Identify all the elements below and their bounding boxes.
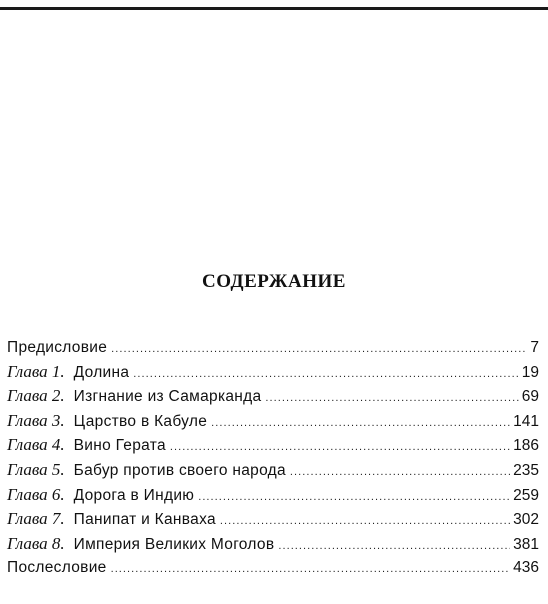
chapter-word: Глава bbox=[7, 459, 48, 479]
chapter-word: Глава bbox=[7, 361, 48, 381]
toc-entry-chapter-6[interactable] bbox=[7, 484, 539, 509]
dot-leader bbox=[111, 338, 527, 361]
dot-leader bbox=[265, 387, 518, 410]
dot-leader bbox=[290, 461, 510, 484]
toc-page-number: 69 bbox=[521, 388, 539, 406]
toc-entry-title: Империя Великих Моголов bbox=[73, 535, 275, 553]
chapter-number: 8. bbox=[51, 533, 65, 553]
chapter-number: 7. bbox=[51, 509, 65, 529]
toc-entry-chapter-7[interactable] bbox=[7, 508, 539, 533]
toc-page-number: 436 bbox=[513, 559, 539, 577]
dot-leader bbox=[198, 486, 510, 509]
toc-entry-title: Послесловие bbox=[7, 559, 107, 577]
chapter-word: Глава bbox=[7, 435, 48, 455]
toc-entry-chapter-1[interactable] bbox=[7, 361, 539, 386]
dot-leader bbox=[211, 412, 510, 435]
chapter-number: 1. bbox=[51, 361, 65, 381]
top-rule bbox=[0, 7, 548, 10]
toc-page-number: 141 bbox=[513, 412, 539, 430]
toc-entry-chapter-8[interactable] bbox=[7, 533, 539, 558]
dot-leader bbox=[220, 510, 510, 533]
chapter-word: Глава bbox=[7, 533, 48, 553]
toc-page-number: 302 bbox=[513, 511, 539, 529]
dot-leader bbox=[111, 558, 511, 581]
toc-entry-title: Долина bbox=[73, 363, 130, 381]
toc-page-number: 19 bbox=[521, 363, 539, 381]
chapter-number: 3. bbox=[51, 410, 65, 430]
toc-page-number: 7 bbox=[530, 339, 539, 356]
chapter-word: Глава bbox=[7, 386, 48, 406]
chapter-number: 5. bbox=[51, 459, 65, 479]
chapter-number: 6. bbox=[51, 484, 65, 504]
toc-entry-title: Дорога в Индию bbox=[73, 486, 195, 504]
toc-entry-title: Бабур против своего народа bbox=[73, 461, 286, 479]
toc-entry-chapter-5[interactable] bbox=[7, 459, 539, 484]
toc-page-number: 381 bbox=[513, 535, 539, 553]
toc-entry-chapter-4[interactable] bbox=[7, 434, 539, 459]
toc-page-number: 235 bbox=[513, 461, 539, 479]
toc-entry-afterword[interactable] bbox=[7, 557, 539, 581]
toc-list bbox=[7, 337, 539, 581]
toc-page-number: 186 bbox=[513, 437, 539, 455]
toc-entry-preface[interactable] bbox=[7, 337, 539, 361]
toc-entry-chapter-2[interactable] bbox=[7, 385, 539, 410]
dot-leader bbox=[133, 363, 518, 386]
chapter-word: Глава bbox=[7, 484, 48, 504]
toc-entry-title: Вино Герата bbox=[73, 437, 166, 455]
toc-entry-title: Царство в Кабуле bbox=[73, 412, 208, 430]
chapter-word: Глава bbox=[7, 509, 48, 529]
chapter-number: 4. bbox=[51, 435, 65, 455]
toc-entry-title: Изгнание из Самарканда bbox=[73, 388, 262, 406]
dot-leader bbox=[278, 535, 510, 558]
toc-entry-title: Предисловие bbox=[7, 339, 108, 356]
chapter-word: Глава bbox=[7, 410, 48, 430]
toc-entry-chapter-3[interactable] bbox=[7, 410, 539, 435]
dot-leader bbox=[170, 436, 510, 459]
toc-page-number: 259 bbox=[513, 486, 539, 504]
toc-entry-title: Панипат и Канваха bbox=[73, 511, 216, 529]
chapter-number: 2. bbox=[51, 386, 65, 406]
toc-heading: СОДЕРЖАНИЕ bbox=[202, 271, 346, 292]
